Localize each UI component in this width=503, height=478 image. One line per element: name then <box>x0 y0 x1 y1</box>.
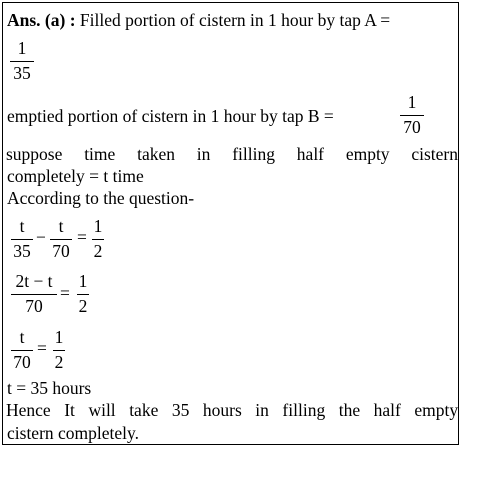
word: half <box>373 400 401 420</box>
fraction-denominator: 70 <box>403 116 421 137</box>
fraction-denominator: 70 <box>52 240 70 261</box>
fraction-numerator: t <box>19 327 25 347</box>
fraction-denominator: 2 <box>54 351 64 372</box>
word: suppose <box>6 144 63 164</box>
fraction-bar <box>50 239 72 240</box>
fraction-2t-minus-t-70 <box>11 273 57 315</box>
fraction-denominator: 2 <box>93 240 103 261</box>
fraction-bar <box>11 239 33 240</box>
fraction-t-70 <box>50 218 72 260</box>
fraction-numerator: 1 <box>78 271 88 291</box>
fraction-numerator: 2t − t <box>15 271 53 291</box>
word: time <box>84 144 116 164</box>
fraction-denominator: 70 <box>13 351 31 372</box>
suppose-line <box>6 146 458 164</box>
fraction-numerator: t <box>58 216 64 236</box>
word: the <box>338 400 361 420</box>
fraction-numerator: 1 <box>407 92 417 112</box>
fraction-t-70 <box>11 329 33 371</box>
minus-operator: − <box>36 227 46 247</box>
word: taken <box>137 144 175 164</box>
fraction-tap-a <box>10 40 34 82</box>
equals-operator: = <box>37 338 47 358</box>
word: hours <box>202 400 242 420</box>
fraction-denominator: 70 <box>25 295 43 316</box>
fraction-tap-b <box>400 94 424 136</box>
conclusion-line <box>6 402 458 420</box>
word: empty <box>345 144 390 164</box>
word: in <box>196 144 211 164</box>
word: will <box>88 400 116 420</box>
word: in <box>255 400 269 420</box>
word: filling <box>282 400 326 420</box>
fraction-bar <box>11 294 57 295</box>
fraction-bar <box>10 61 34 62</box>
according-line: According to the question- <box>7 188 195 208</box>
word: half <box>296 144 325 164</box>
answer-label: Ans. (a) : <box>7 10 76 30</box>
equals-operator: = <box>60 283 70 303</box>
fraction-bar <box>53 350 65 351</box>
fraction-1-2 <box>53 329 65 371</box>
fraction-numerator: t <box>19 216 25 236</box>
tap-a-text: Filled portion of cistern in 1 hour by tap A = <box>79 10 391 30</box>
fraction-1-2 <box>92 218 104 260</box>
equals-operator: = <box>77 227 87 247</box>
fraction-numerator: 1 <box>54 327 64 347</box>
result-line: t = 35 hours <box>7 378 92 398</box>
tap-b-text: emptied portion of cistern in 1 hour by tap B = <box>7 106 334 126</box>
word: empty <box>414 400 459 420</box>
fraction-bar <box>92 239 104 240</box>
word: Hence <box>6 400 51 420</box>
word: filling <box>232 144 275 164</box>
conclusion-end-line: cistern completely. <box>7 423 140 443</box>
word: It <box>64 400 75 420</box>
fraction-denominator: 35 <box>13 240 31 261</box>
fraction-bar <box>77 294 89 295</box>
fraction-t-35 <box>11 218 33 260</box>
fraction-bar <box>11 350 33 351</box>
fraction-1-2 <box>77 273 89 315</box>
fraction-denominator: 35 <box>13 62 31 83</box>
completely-line: completely = t time <box>7 166 144 186</box>
word: cistern <box>411 144 459 164</box>
answer-line-1 <box>7 12 390 30</box>
fraction-bar <box>400 115 424 116</box>
fraction-numerator: 1 <box>17 38 27 58</box>
word: take <box>129 400 159 420</box>
word: 35 <box>171 400 190 420</box>
fraction-numerator: 1 <box>93 216 103 236</box>
fraction-denominator: 2 <box>78 295 88 316</box>
